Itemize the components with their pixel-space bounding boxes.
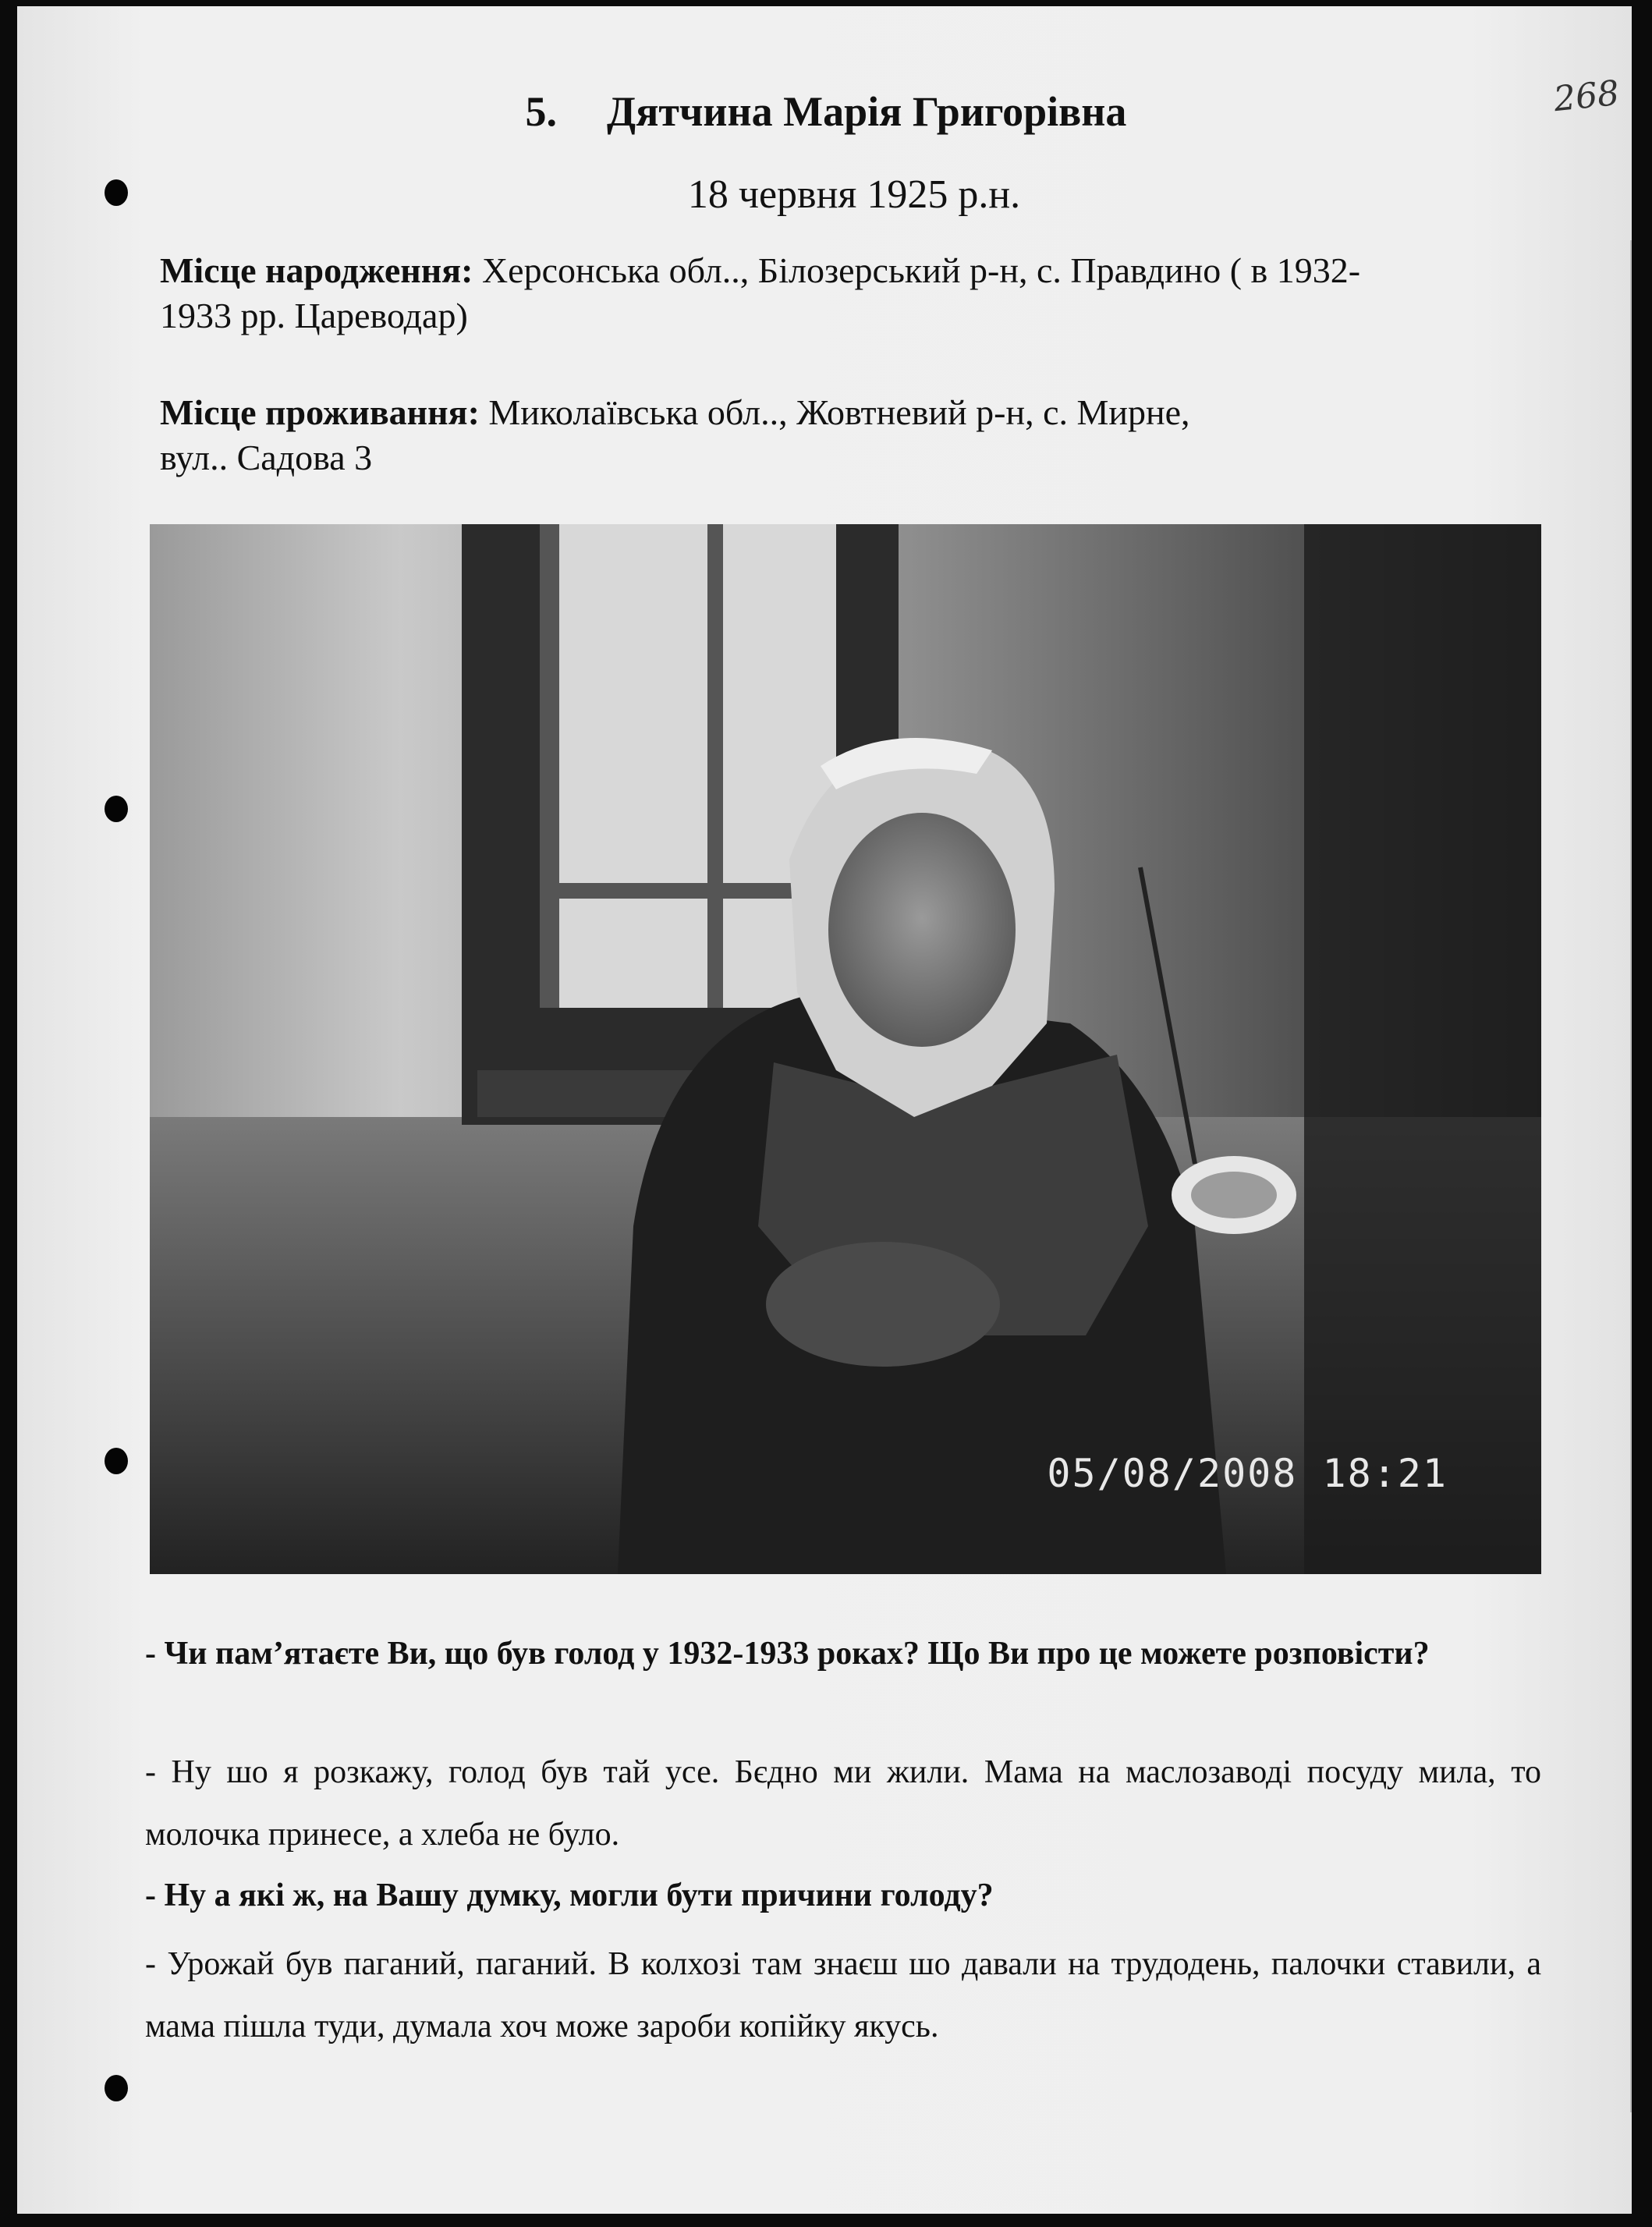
question-1: - Чи пам’ятаєте Ви, що був голод у 1932-1933 роках? Що Ви про це можете розповісти? [145, 1636, 1430, 1672]
birthplace-block [160, 248, 1556, 339]
residence-label: Місце проживання: [160, 392, 480, 432]
question-2: - Ну а які ж, на Вашу думку, могли бути причини голоду? [145, 1878, 994, 1913]
interview-photo [150, 524, 1541, 1574]
birthplace-value-1: Херсонська обл.., Білозерський р-н, с. Правдино ( в 1932- [481, 250, 1361, 290]
birthplace-value-2: 1933 рр. Цареводар) [160, 296, 468, 335]
punch-hole [105, 796, 128, 822]
page-edge-line [1630, 240, 1632, 2112]
photo-image [150, 524, 1541, 1574]
person-name: Дятчина Марія Григорівна [607, 88, 1127, 135]
answer-2: - Урожай був паганий, паганий. В колхозі там знаєш шо давали на трудодень, палочки ставили, а мама пішла туди, думала хоч може зароби копійку якусь. [145, 1946, 1541, 2044]
answer-1: - Ну шо я розкажу, голод був тай усе. Бєдно ми жили. Мама на маслозаводі посуду мила, то молочка принесе, а хлеба не було. [145, 1754, 1541, 1853]
page-title [0, 87, 1652, 136]
birthplace-label: Місце народження: [160, 250, 473, 290]
residence-value-2: вул.. Садова 3 [160, 438, 373, 477]
photo-timestamp: 05/08/2008 18:21 [1047, 1451, 1448, 1496]
birth-date: 18 червня 1925 р.н. [687, 172, 1021, 217]
entry-number: 5. [525, 88, 558, 135]
punch-hole [105, 1448, 128, 1474]
residence-block [160, 390, 1556, 481]
handwritten-page-number: 268 [1551, 73, 1622, 120]
punch-hole [105, 2075, 128, 2101]
residence-value-1: Миколаївська обл.., Жовтневий р-н, с. Мирне, [488, 392, 1190, 432]
